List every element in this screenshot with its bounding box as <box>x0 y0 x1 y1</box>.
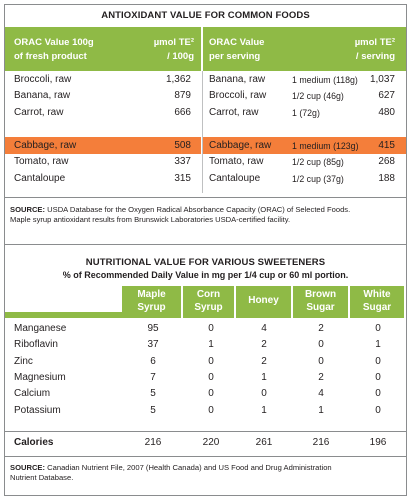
serving-size: 1/2 cup (37g) <box>292 173 344 184</box>
serving-size: 1/2 cup (46g) <box>292 91 344 101</box>
calories-value: 220 <box>202 437 220 448</box>
nutrient-value: 2 <box>318 323 324 334</box>
nutrient-value: 0 <box>208 371 214 383</box>
orac-left-row <box>5 154 201 171</box>
nutrient-row <box>5 386 406 403</box>
nutrient-value: 37 <box>147 339 159 351</box>
orac-value: 315 <box>174 172 191 184</box>
food-name: Cantaloupe <box>14 172 66 184</box>
orac-right-row <box>203 88 406 105</box>
column-header-line2: Syrup <box>137 302 166 313</box>
left-header-unit-1: µmol TE² <box>153 37 194 48</box>
right-header-label-1: ORAC Value <box>209 37 265 48</box>
food-name: Carrot, raw <box>209 106 259 118</box>
nutrient-value: 0 <box>208 323 214 334</box>
orac-source <box>10 205 402 225</box>
nutrient-value: 0 <box>375 323 381 334</box>
food-name: Carrot, raw <box>14 106 64 118</box>
orac-serving-value: 268 <box>378 156 395 167</box>
food-name: Maple Syrup <box>209 123 269 134</box>
header-left-band <box>5 312 122 318</box>
orac-value: 879 <box>174 90 191 101</box>
nutrient-value: 5 <box>150 388 156 400</box>
food-name: Broccoli, raw <box>14 73 72 85</box>
calories-label: Calories <box>14 437 54 448</box>
nutrient-value: 4 <box>318 388 324 400</box>
column-header-line1: Honey <box>248 295 279 306</box>
column-header-line2: Sugar <box>362 302 392 313</box>
nutrient-row <box>5 370 406 387</box>
food-name: Tomato, raw <box>14 156 69 167</box>
orac-right-row <box>203 154 406 171</box>
calories-value: 261 <box>255 437 273 448</box>
nutrient-value: 1 <box>261 371 267 383</box>
food-name: Tomato, raw <box>209 156 264 167</box>
nutrient-value: 95 <box>147 323 159 334</box>
nutrient-value: 2 <box>261 339 267 351</box>
nutrient-value: 2 <box>261 355 267 367</box>
nutrition-source <box>10 463 402 483</box>
orac-source-text: USDA Database for the Oxygen Radical Absorbance Capacity (ORAC) of Selected Foods. <box>45 205 351 214</box>
orac-value: 508 <box>174 139 191 151</box>
nutrient-value: 0 <box>318 339 324 351</box>
calories-bottom-rule <box>5 456 406 457</box>
nutrient-row <box>5 321 406 338</box>
nutrient-row <box>5 403 406 420</box>
nutrition-title: NUTRITIONAL VALUE FOR VARIOUS SWEETENERS <box>85 257 326 268</box>
nutrient-value: 1 <box>208 339 214 351</box>
nutrient-name: Riboflavin <box>14 339 58 351</box>
nutrient-name: Zinc <box>14 355 33 367</box>
serving-size: 1 medium (118g) <box>292 74 358 85</box>
nutrition-source-text-2: Nutrient Database. <box>10 473 74 482</box>
nutrient-name: Manganese <box>14 323 67 334</box>
nutrient-value: 0 <box>208 388 214 400</box>
nutrient-value: 2 <box>318 371 324 383</box>
column-header-line1: Corn <box>196 289 221 300</box>
serving-size: 1 medium (123g) <box>292 140 359 151</box>
orac-left-row <box>5 105 201 122</box>
orac-value: 337 <box>174 156 191 167</box>
nutrient-value: 0 <box>375 371 381 383</box>
food-name: Cabbage, raw <box>209 139 272 151</box>
antioxidant-title: ANTIOXIDANT VALUE FOR COMMON FOODS <box>101 10 310 21</box>
nutrient-value: 4 <box>261 323 267 334</box>
food-name: Banana, raw <box>14 90 71 101</box>
nutrient-name: Magnesium <box>14 371 66 383</box>
right-header-unit-1: µmol TE² <box>354 37 395 48</box>
orac-right-row <box>203 72 406 89</box>
nutrient-value: 1 <box>261 404 267 416</box>
orac-left-row <box>5 171 201 188</box>
column-header-line2: Syrup <box>194 302 223 313</box>
orac-serving-value: 627 <box>378 90 395 101</box>
food-name: Banana, raw <box>209 73 266 85</box>
orac-right-row <box>203 171 406 188</box>
left-header-label-2: of fresh product <box>14 51 87 62</box>
calories-value: 216 <box>144 437 162 448</box>
nutrition-source-text: Canadian Nutrient File, 2007 (Health Canada) and US Food and Drug Administration <box>45 463 332 472</box>
nutrient-value: 0 <box>261 388 267 400</box>
column-header-line2: Sugar <box>306 302 335 313</box>
nutrition-top-rule <box>5 244 406 245</box>
orac-value: 1,362 <box>165 73 191 85</box>
nutrient-value: 7 <box>150 371 156 383</box>
orac-serving-value: 188 <box>378 172 395 184</box>
food-name: Maple Syrup <box>14 123 74 134</box>
orac-left-row <box>5 88 201 105</box>
right-header-label-2: per serving <box>209 51 261 62</box>
calories-value: 196 <box>369 437 387 448</box>
nutrient-row <box>5 354 406 371</box>
serving-size: 1 (72g) <box>292 107 320 118</box>
calories-value: 216 <box>312 437 330 448</box>
food-name: Cabbage, raw <box>14 139 77 151</box>
orac-bottom-rule <box>5 197 406 198</box>
serving-size: 1/4 cup (60ml/80g) <box>292 124 369 134</box>
food-name: Broccoli, raw <box>209 90 267 101</box>
nutrient-value: 0 <box>208 355 214 367</box>
column-header-line1: Maple <box>137 289 166 300</box>
column-header-line1: White <box>363 289 391 300</box>
calories-top-rule <box>5 431 406 432</box>
orac-value: 666 <box>174 106 191 118</box>
orac-serving-value: 415 <box>378 139 395 151</box>
nutrient-row <box>5 337 406 354</box>
nutrition-source-label: SOURCE: <box>10 463 46 472</box>
orac-right-row <box>203 121 406 138</box>
calories-line <box>5 435 406 452</box>
orac-source-text-2: Maple syrup antioxidant results from Brunswick Laboratories USDA-certified facility. <box>10 215 291 224</box>
nutrient-name: Calcium <box>14 388 51 400</box>
left-header-label-1: ORAC Value 100g <box>14 37 94 48</box>
orac-serving-value: 480 <box>378 106 395 118</box>
right-header-unit-2: / serving <box>355 51 395 62</box>
nutrient-value: 6 <box>150 355 156 367</box>
nutrient-name: Potassium <box>14 404 61 416</box>
orac-left-row <box>5 121 201 138</box>
nutrient-value: 0 <box>208 404 214 416</box>
column-header-line1: Brown <box>304 289 337 300</box>
nutrient-value: 0 <box>318 355 324 367</box>
orac-value: 600 <box>174 123 191 134</box>
nutrient-value: 1 <box>375 339 381 351</box>
orac-left-row <box>5 138 201 155</box>
nutrient-value: 0 <box>375 388 381 400</box>
serving-size: 1/2 cup (85g) <box>292 157 344 167</box>
orac-serving-value: 480 <box>378 123 395 134</box>
nutrient-value: 5 <box>150 404 156 416</box>
orac-right-row <box>203 138 406 155</box>
nutrition-subtitle: % of Recommended Daily Value in mg per 1/4 cup or 60 ml portion. <box>62 270 349 280</box>
orac-right-row <box>203 105 406 122</box>
orac-left-row <box>5 72 201 89</box>
orac-source-label: SOURCE: <box>10 205 46 214</box>
nutrient-value: 0 <box>375 404 381 416</box>
orac-serving-value: 1,037 <box>369 73 395 85</box>
left-header-unit-2: / 100g <box>167 51 194 62</box>
nutrient-value: 0 <box>375 355 381 367</box>
nutrient-value: 1 <box>318 404 324 416</box>
food-name: Cantaloupe <box>209 172 261 184</box>
